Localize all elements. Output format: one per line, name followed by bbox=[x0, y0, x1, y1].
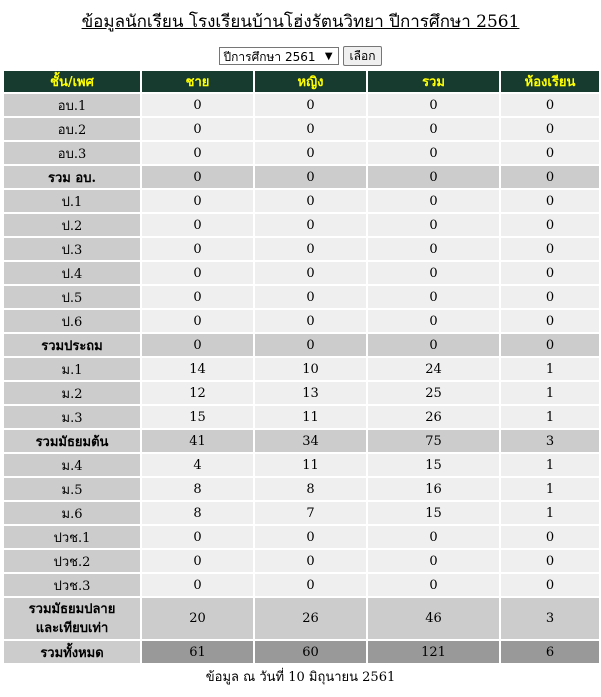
total-cell: 0 bbox=[368, 550, 499, 572]
level-cell: อบ.1 bbox=[4, 94, 140, 116]
total-cell: 121 bbox=[368, 641, 499, 663]
female-cell: 0 bbox=[255, 334, 366, 356]
level-cell bbox=[4, 598, 140, 639]
female-cell: 0 bbox=[255, 238, 366, 260]
male-cell: 0 bbox=[142, 286, 253, 308]
female-cell: 34 bbox=[255, 430, 366, 452]
rooms-cell: 0 bbox=[501, 238, 599, 260]
header-rooms: ห้องเรียน bbox=[501, 71, 599, 92]
female-cell: 60 bbox=[255, 641, 366, 663]
rooms-cell: 0 bbox=[501, 166, 599, 188]
table-row bbox=[4, 238, 599, 260]
rooms-cell: 1 bbox=[501, 382, 599, 404]
table-row bbox=[4, 286, 599, 308]
female-cell: 26 bbox=[255, 598, 366, 639]
level-cell: ม.2 bbox=[4, 382, 140, 404]
level-cell: รวม อบ. bbox=[4, 166, 140, 188]
subtotal-row bbox=[4, 334, 599, 356]
rooms-cell: 0 bbox=[501, 574, 599, 596]
table-row bbox=[4, 502, 599, 524]
table-row bbox=[4, 358, 599, 380]
female-cell: 0 bbox=[255, 94, 366, 116]
female-cell: 0 bbox=[255, 214, 366, 236]
total-cell: 0 bbox=[368, 286, 499, 308]
data-date-footer: ข้อมูล ณ วันที่ 10 มิถุนายน 2561 bbox=[205, 670, 396, 685]
table-row bbox=[4, 382, 599, 404]
female-cell: 0 bbox=[255, 262, 366, 284]
table-row bbox=[4, 214, 599, 236]
female-cell: 0 bbox=[255, 166, 366, 188]
table-row bbox=[4, 118, 599, 140]
table-row bbox=[4, 574, 599, 596]
level-cell: ป.4 bbox=[4, 262, 140, 284]
rooms-cell: 3 bbox=[501, 430, 599, 452]
subtotal-row bbox=[4, 430, 599, 452]
rooms-cell: 0 bbox=[501, 190, 599, 212]
total-cell: 0 bbox=[368, 190, 499, 212]
male-cell: 0 bbox=[142, 238, 253, 260]
female-cell: 0 bbox=[255, 142, 366, 164]
male-cell: 0 bbox=[142, 262, 253, 284]
female-cell: 11 bbox=[255, 454, 366, 476]
male-cell: 0 bbox=[142, 526, 253, 548]
level-cell: ปวช.3 bbox=[4, 574, 140, 596]
total-cell: 0 bbox=[368, 334, 499, 356]
level-cell: ม.4 bbox=[4, 454, 140, 476]
total-cell: 0 bbox=[368, 118, 499, 140]
male-cell: 61 bbox=[142, 641, 253, 663]
rooms-cell: 0 bbox=[501, 310, 599, 332]
male-cell: 12 bbox=[142, 382, 253, 404]
rooms-cell: 0 bbox=[501, 526, 599, 548]
table-row bbox=[4, 142, 599, 164]
year-select-value: ปีการศึกษา 2561 bbox=[223, 50, 316, 64]
female-cell: 0 bbox=[255, 190, 366, 212]
table-row bbox=[4, 262, 599, 284]
female-cell: 0 bbox=[255, 118, 366, 140]
male-cell: 0 bbox=[142, 118, 253, 140]
female-cell: 0 bbox=[255, 310, 366, 332]
level-cell: ม.1 bbox=[4, 358, 140, 380]
dropdown-arrow-icon: ▼ bbox=[324, 51, 333, 62]
select-button[interactable]: เลือก bbox=[343, 46, 383, 66]
table-row bbox=[4, 478, 599, 500]
rooms-cell: 1 bbox=[501, 502, 599, 524]
male-cell: 20 bbox=[142, 598, 253, 639]
male-cell: 0 bbox=[142, 334, 253, 356]
level-cell: ม.6 bbox=[4, 502, 140, 524]
male-cell: 8 bbox=[142, 478, 253, 500]
header-female: หญิง bbox=[255, 71, 366, 92]
rooms-cell: 0 bbox=[501, 262, 599, 284]
male-cell: 8 bbox=[142, 502, 253, 524]
table-row bbox=[4, 550, 599, 572]
female-cell: 0 bbox=[255, 286, 366, 308]
grand-total-row bbox=[4, 641, 599, 663]
rooms-cell: 1 bbox=[501, 406, 599, 428]
male-cell: 0 bbox=[142, 550, 253, 572]
female-cell: 0 bbox=[255, 574, 366, 596]
male-cell: 41 bbox=[142, 430, 253, 452]
level-cell: อบ.2 bbox=[4, 118, 140, 140]
student-stats-table bbox=[2, 69, 601, 665]
header-male: ชาย bbox=[142, 71, 253, 92]
level-cell: รวมประถม bbox=[4, 334, 140, 356]
level-cell: ม.5 bbox=[4, 478, 140, 500]
rooms-cell: 0 bbox=[501, 142, 599, 164]
female-cell: 0 bbox=[255, 550, 366, 572]
total-cell: 25 bbox=[368, 382, 499, 404]
header-total: รวม bbox=[368, 71, 499, 92]
level-line-2: และเทียบเท่า bbox=[35, 620, 109, 636]
subtotal-row bbox=[4, 166, 599, 188]
table-row bbox=[4, 454, 599, 476]
rooms-cell: 6 bbox=[501, 641, 599, 663]
total-cell: 0 bbox=[368, 262, 499, 284]
female-cell: 8 bbox=[255, 478, 366, 500]
female-cell: 11 bbox=[255, 406, 366, 428]
table-row bbox=[4, 94, 599, 116]
level-line-1: รวมมัธยมปลาย bbox=[28, 601, 116, 617]
total-cell: 0 bbox=[368, 214, 499, 236]
rooms-cell: 0 bbox=[501, 550, 599, 572]
level-cell: ปวช.1 bbox=[4, 526, 140, 548]
header-level: ชั้น/เพศ bbox=[4, 71, 140, 92]
total-cell: 0 bbox=[368, 142, 499, 164]
level-cell: รวมทั้งหมด bbox=[4, 641, 140, 663]
rooms-cell: 0 bbox=[501, 94, 599, 116]
female-cell: 0 bbox=[255, 526, 366, 548]
level-cell: ป.3 bbox=[4, 238, 140, 260]
total-cell: 15 bbox=[368, 502, 499, 524]
rooms-cell: 1 bbox=[501, 358, 599, 380]
male-cell: 0 bbox=[142, 166, 253, 188]
total-cell: 24 bbox=[368, 358, 499, 380]
total-cell: 16 bbox=[368, 478, 499, 500]
level-cell: ป.1 bbox=[4, 190, 140, 212]
total-cell: 75 bbox=[368, 430, 499, 452]
total-cell: 0 bbox=[368, 574, 499, 596]
level-cell: ม.3 bbox=[4, 406, 140, 428]
female-cell: 13 bbox=[255, 382, 366, 404]
level-cell: ป.5 bbox=[4, 286, 140, 308]
total-cell: 0 bbox=[368, 94, 499, 116]
male-cell: 0 bbox=[142, 574, 253, 596]
level-cell: อบ.3 bbox=[4, 142, 140, 164]
total-cell: 0 bbox=[368, 526, 499, 548]
rooms-cell: 0 bbox=[501, 286, 599, 308]
total-cell: 15 bbox=[368, 454, 499, 476]
rooms-cell: 0 bbox=[501, 214, 599, 236]
rooms-cell: 1 bbox=[501, 478, 599, 500]
year-controls bbox=[0, 46, 601, 66]
male-cell: 0 bbox=[142, 94, 253, 116]
rooms-cell: 1 bbox=[501, 454, 599, 476]
level-cell: รวมมัธยมต้น bbox=[4, 430, 140, 452]
page-title: ข้อมูลนักเรียน โรงเรียนบ้านโฮ่งรัตนวิทยา ปีการศึกษา 2561 bbox=[81, 12, 520, 32]
subtotal-row bbox=[4, 598, 599, 639]
total-cell: 0 bbox=[368, 238, 499, 260]
level-cell: ป.6 bbox=[4, 310, 140, 332]
male-cell: 15 bbox=[142, 406, 253, 428]
male-cell: 14 bbox=[142, 358, 253, 380]
male-cell: 0 bbox=[142, 214, 253, 236]
total-cell: 26 bbox=[368, 406, 499, 428]
level-cell: ปวช.2 bbox=[4, 550, 140, 572]
table-row bbox=[4, 310, 599, 332]
female-cell: 7 bbox=[255, 502, 366, 524]
table-row bbox=[4, 190, 599, 212]
year-select[interactable] bbox=[219, 47, 339, 65]
total-cell: 0 bbox=[368, 310, 499, 332]
male-cell: 0 bbox=[142, 142, 253, 164]
rooms-cell: 0 bbox=[501, 118, 599, 140]
header-row bbox=[4, 71, 599, 92]
table-row bbox=[4, 526, 599, 548]
male-cell: 4 bbox=[142, 454, 253, 476]
rooms-cell: 3 bbox=[501, 598, 599, 639]
female-cell: 10 bbox=[255, 358, 366, 380]
rooms-cell: 0 bbox=[501, 334, 599, 356]
total-cell: 46 bbox=[368, 598, 499, 639]
male-cell: 0 bbox=[142, 190, 253, 212]
total-cell: 0 bbox=[368, 166, 499, 188]
table-row bbox=[4, 406, 599, 428]
male-cell: 0 bbox=[142, 310, 253, 332]
level-cell: ป.2 bbox=[4, 214, 140, 236]
